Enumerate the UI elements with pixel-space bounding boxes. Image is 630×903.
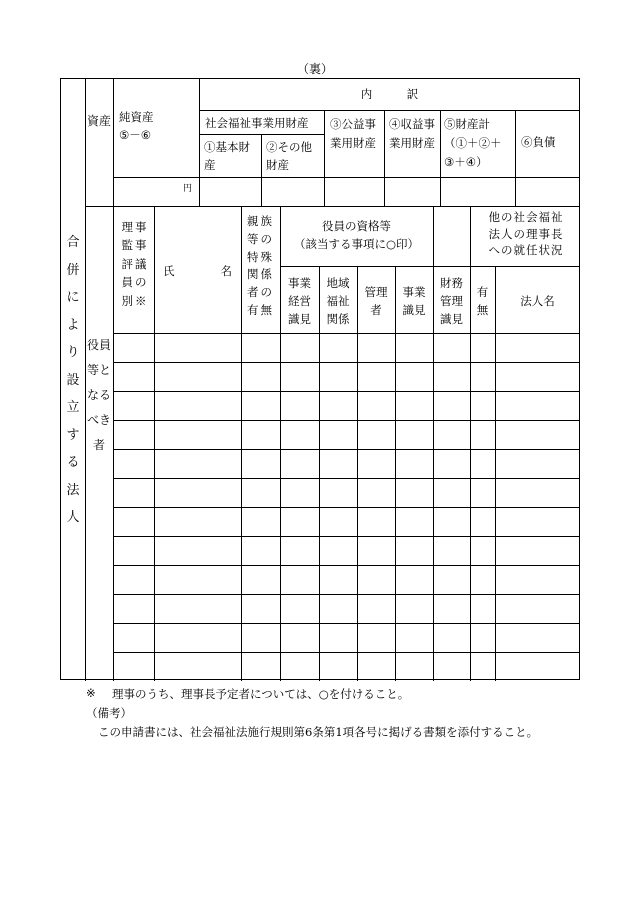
- table-row[interactable]: [114, 334, 580, 362]
- table-row[interactable]: [114, 595, 580, 623]
- corp-name-header: 法人名: [520, 294, 555, 308]
- other-corp-chair-header: 他の社会福祉 法人の理事長 への就任状況: [488, 210, 564, 258]
- table-row[interactable]: [114, 363, 580, 391]
- table-row[interactable]: [114, 653, 580, 681]
- other-property: ②その他財産: [266, 140, 312, 172]
- merged-corporation-label: 合併により設立する法人: [66, 235, 80, 525]
- footnote: 理事のうち、理事長予定者については、○を付けること。: [112, 687, 410, 701]
- public-business-property: ③公益事業用財産: [330, 117, 376, 150]
- net-assets-label: 純資産: [119, 110, 154, 124]
- basic-property: ①基本財産: [204, 140, 250, 172]
- table-row[interactable]: [114, 450, 580, 478]
- relatives-header: 親族 等の 特殊 関係 者の 有無: [247, 214, 274, 318]
- officers-label: 役員等となるべき者: [87, 338, 112, 452]
- role-type-header: 理事 監事 評議 員の 別※: [121, 220, 149, 308]
- page-title: （裏）: [296, 62, 333, 76]
- qual-administrator: 管理 者: [364, 285, 388, 317]
- table-row[interactable]: [114, 566, 580, 594]
- breakdown-header: 内 訳: [360, 87, 419, 101]
- qual-business-insight: 事業 識見: [402, 285, 426, 317]
- total-property: ⑤財産計 （①＋②＋ ③＋④）: [444, 117, 502, 169]
- name-header: 氏 名: [163, 264, 232, 278]
- qualifications-header: 役員の資格等 （該当する事項に○印）: [293, 219, 420, 251]
- qual-financial-management: 財務 管理 識見: [440, 276, 463, 326]
- qual-community-welfare: 地域 福祉 関係: [326, 276, 350, 326]
- assets-label: 資産: [87, 114, 112, 128]
- footnote-mark: ※: [86, 686, 96, 700]
- remarks: この申請書には、社会福祉法施行規則第6条第1項各号に掲げる書類を添付すること。: [98, 725, 539, 739]
- table-row[interactable]: [114, 479, 580, 507]
- table-row[interactable]: [114, 392, 580, 420]
- table-row[interactable]: [114, 421, 580, 449]
- yes-no-header: 有 無: [476, 285, 489, 317]
- qual-business-management: 事業 経営 識見: [288, 276, 311, 326]
- sw-business-property: 社会福祉事業用財産: [205, 116, 309, 130]
- remarks-label: （備考）: [86, 706, 132, 720]
- yen-unit: 円: [183, 184, 193, 194]
- table-row[interactable]: [114, 537, 580, 565]
- liabilities: ⑥負債: [521, 135, 556, 149]
- revenue-business-property: ④収益事業用財産: [389, 117, 435, 150]
- net-assets-formula: ⑤－⑥: [119, 128, 152, 142]
- table-row[interactable]: [114, 508, 580, 536]
- application-table: [60, 78, 580, 680]
- table-row[interactable]: [114, 624, 580, 652]
